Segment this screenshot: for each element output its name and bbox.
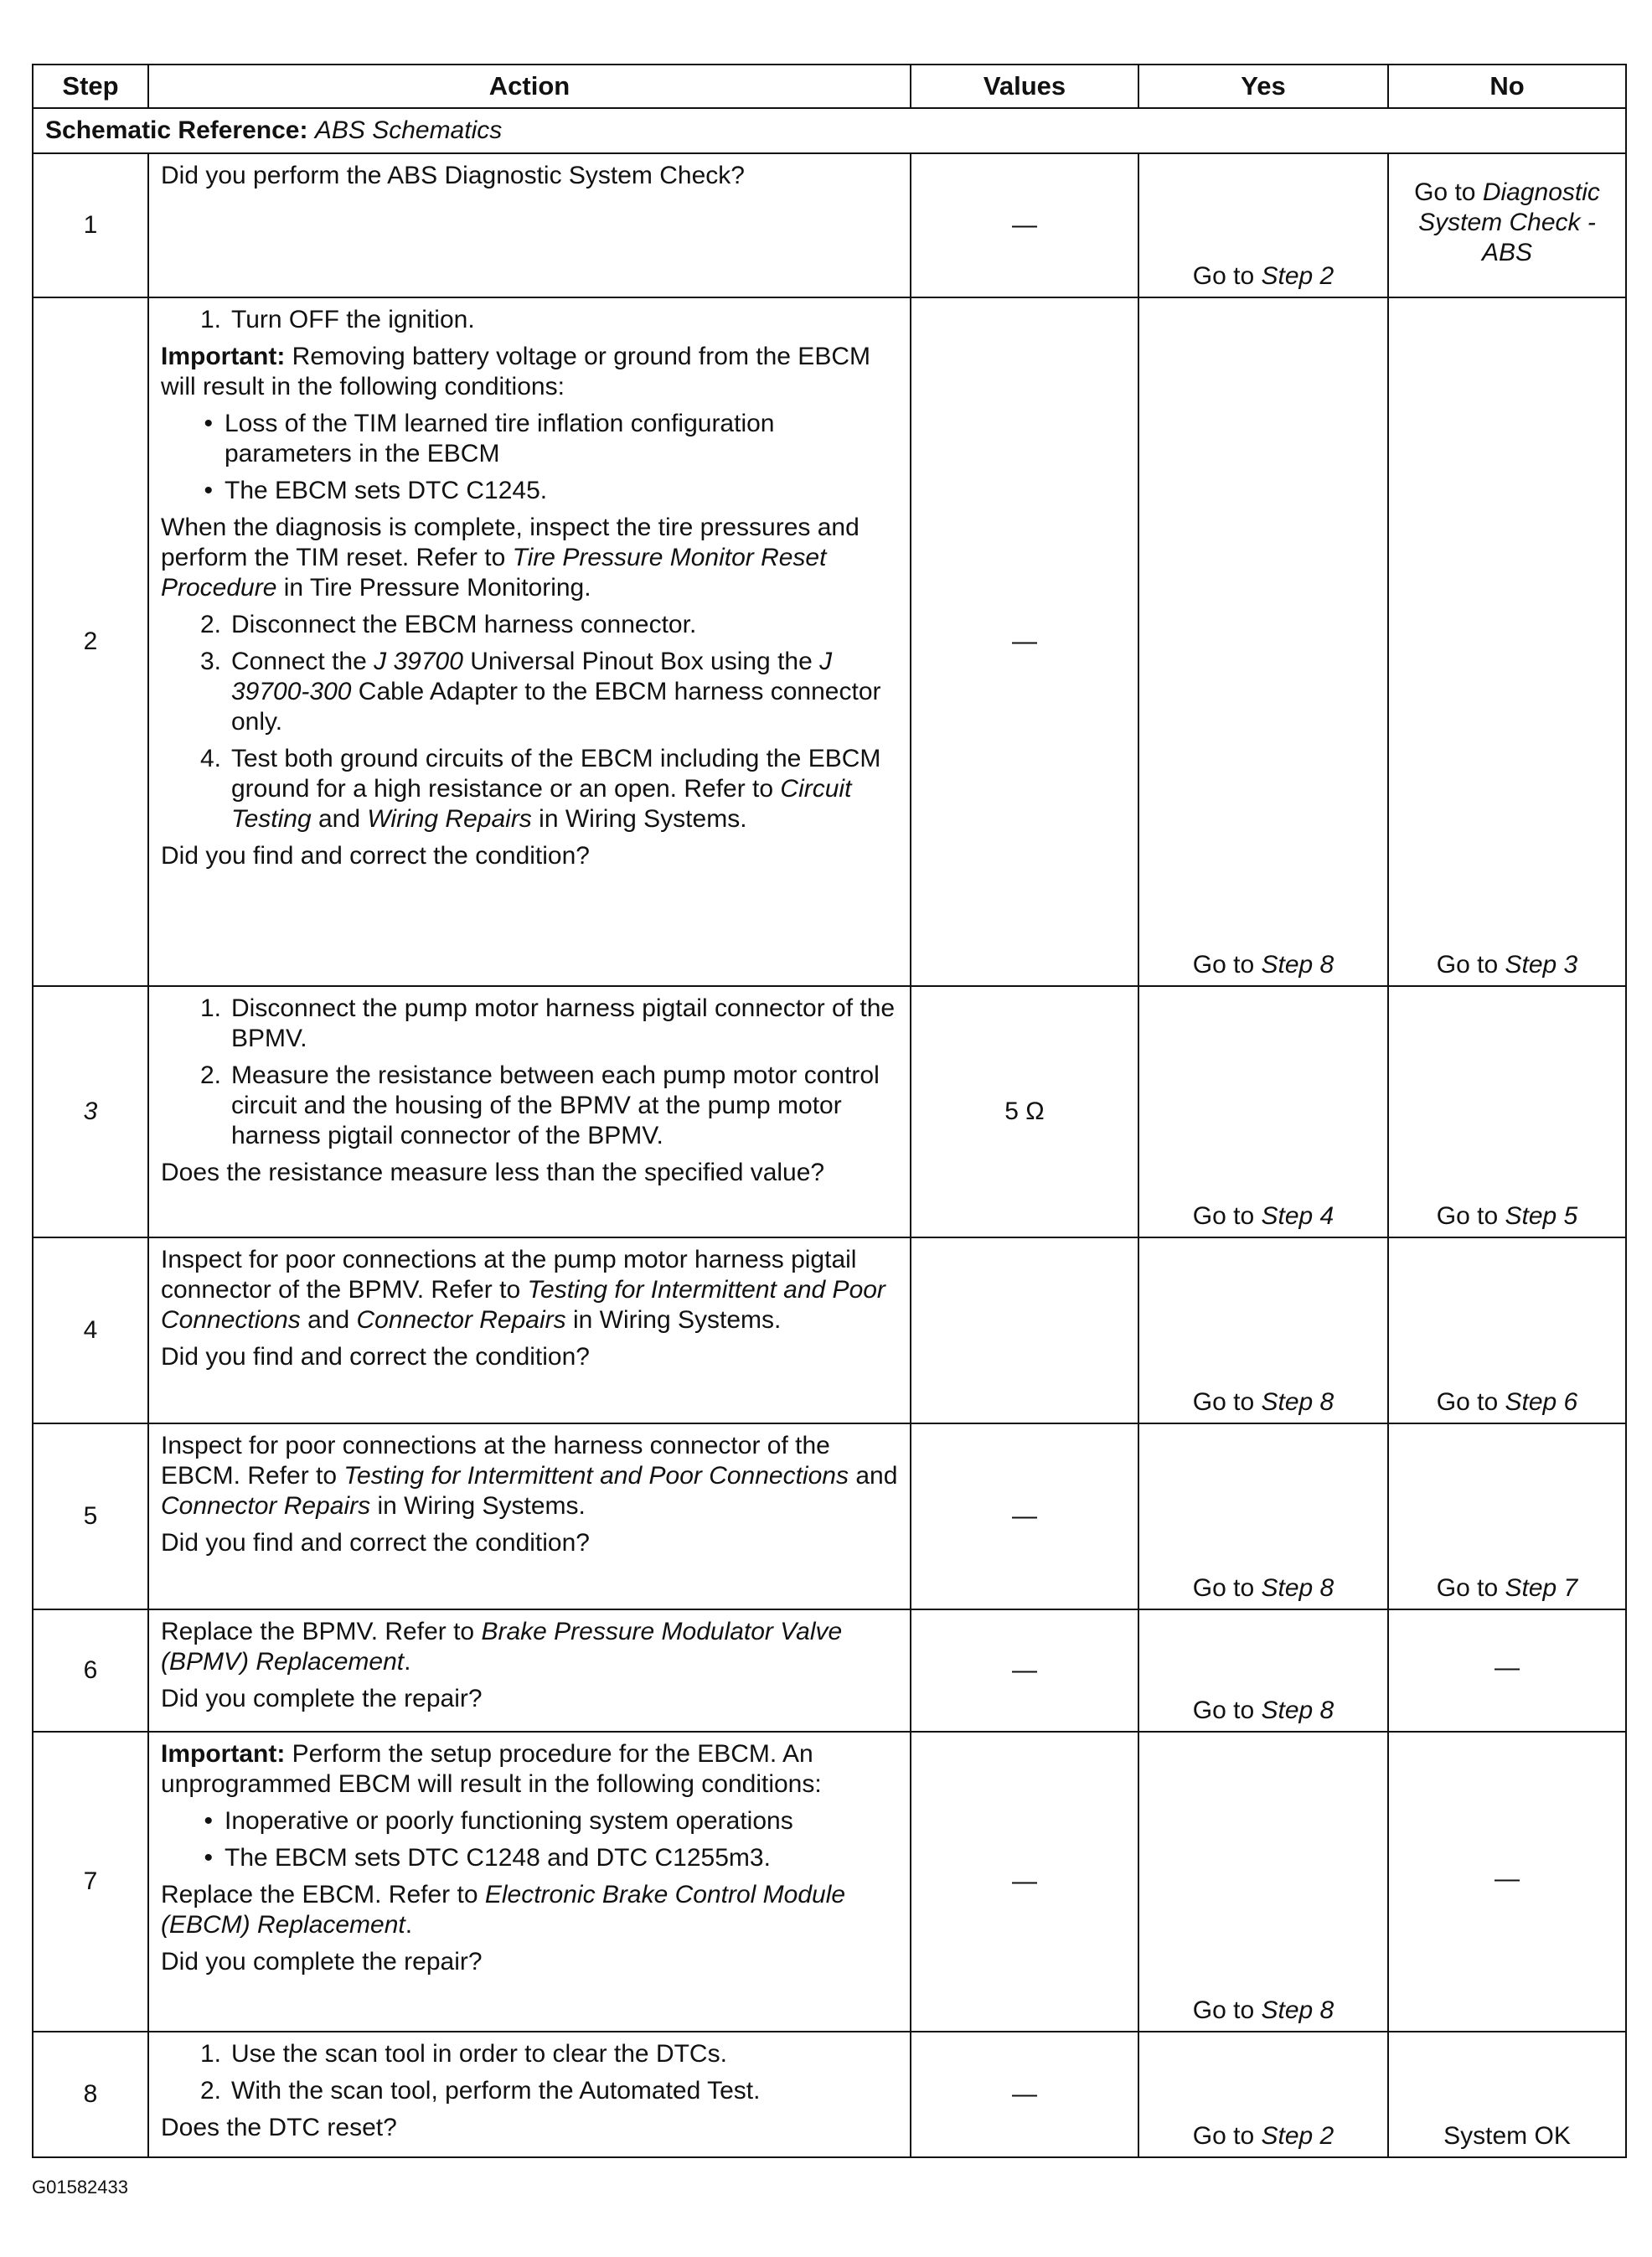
action-cell — [148, 986, 911, 1237]
no-step-link[interactable]: Step 7 — [1505, 1574, 1578, 1602]
numbered-item — [161, 647, 898, 737]
item-text — [231, 2039, 898, 2069]
action-text: Did you find and correct the condition? — [161, 1529, 590, 1557]
value-text: — — [1012, 2080, 1037, 2108]
action-paragraph — [161, 1947, 898, 1977]
action-text: and — [300, 1306, 357, 1334]
action-text: and — [311, 805, 368, 833]
header-action: Action — [148, 65, 911, 108]
action-text: Cable Adapter to the EBCM harness connector only. — [231, 678, 881, 736]
numbered-item — [161, 305, 898, 335]
action-text: Test both ground circuits of the EBCM including the EBCM ground for a high resistance or an open. Refer to — [231, 745, 881, 803]
yes-prefix: Go to — [1192, 1996, 1262, 2024]
value-text: — — [1012, 1867, 1037, 1895]
action-paragraph — [161, 1617, 898, 1677]
values-cell — [911, 2032, 1138, 2157]
action-text: Replace the EBCM. Refer to — [161, 1881, 485, 1908]
step-cell — [33, 297, 148, 986]
action-cell — [148, 2032, 911, 2157]
no-step-link[interactable]: Step 6 — [1505, 1388, 1578, 1416]
reference-link[interactable]: Testing for Intermittent and Poor Connections — [161, 1276, 885, 1334]
action-text: Inoperative or poorly functioning system operations — [225, 1807, 793, 1835]
item-number: 2. — [199, 611, 221, 638]
reference-link[interactable]: Tire Pressure Monitor Reset Procedure — [161, 544, 827, 602]
action-text: Turn OFF the ignition. — [231, 306, 475, 333]
item-number: 3. — [199, 648, 221, 675]
yes-cell — [1138, 153, 1388, 297]
action-text: Did you find and correct the condition? — [161, 842, 590, 870]
yes-prefix: Go to — [1192, 951, 1262, 979]
yes-cell — [1138, 2032, 1388, 2157]
values-cell — [911, 1609, 1138, 1732]
value-text: — — [1012, 1502, 1037, 1530]
important-label: Important: — [161, 343, 286, 370]
bullet-item — [161, 476, 898, 506]
action-text: Loss of the TIM learned tire inflation configuration parameters in the EBCM — [225, 410, 775, 467]
step-number: 6 — [83, 1656, 98, 1684]
yes-cell — [1138, 1237, 1388, 1423]
reference-link[interactable]: J 39700-300 — [231, 648, 833, 705]
numbered-item — [161, 2076, 898, 2106]
item-text — [231, 994, 898, 1054]
step-number: 3 — [83, 1098, 98, 1125]
no-cell — [1388, 1732, 1626, 2032]
values-cell — [911, 1732, 1138, 2032]
action-text: in Tire Pressure Monitoring. — [276, 574, 591, 602]
action-paragraph — [161, 1528, 898, 1558]
item-number: 1. — [199, 2040, 221, 2068]
step-cell — [33, 1609, 148, 1732]
step-cell — [33, 1237, 148, 1423]
table-row — [33, 1237, 1626, 1423]
schematic-link[interactable]: ABS Schematics — [314, 116, 503, 144]
header-values: Values — [911, 65, 1138, 108]
reference-link[interactable]: Connector Repairs — [356, 1306, 566, 1334]
header-row — [33, 65, 1626, 108]
header-no: No — [1388, 65, 1626, 108]
action-cell — [148, 1609, 911, 1732]
item-text — [225, 409, 898, 469]
action-paragraph — [161, 1158, 898, 1188]
yes-step-link[interactable]: Step 8 — [1261, 951, 1335, 979]
action-paragraph — [161, 342, 898, 402]
value-text: — — [1012, 628, 1037, 655]
diagnostic-table-sheet — [32, 64, 1625, 2158]
numbered-item — [161, 2039, 898, 2069]
important-label: Important: — [161, 1740, 286, 1768]
step-cell — [33, 1732, 148, 2032]
values-cell — [911, 986, 1138, 1237]
item-text — [231, 610, 898, 640]
numbered-item — [161, 1061, 898, 1151]
values-cell — [911, 1237, 1138, 1423]
no-prefix: Go to — [1436, 1388, 1505, 1416]
bullet-item — [161, 1843, 898, 1873]
yes-step-link[interactable]: Step 8 — [1261, 1574, 1335, 1602]
action-cell — [148, 1423, 911, 1609]
yes-prefix: Go to — [1192, 1388, 1262, 1416]
action-paragraph — [161, 161, 898, 191]
no-cell — [1388, 297, 1626, 986]
step-number: 2 — [83, 628, 98, 655]
table-row — [33, 153, 1626, 297]
no-prefix: Go to — [1436, 951, 1505, 979]
yes-step-link[interactable]: Step 2 — [1261, 262, 1335, 290]
action-paragraph — [161, 1880, 898, 1940]
yes-prefix: Go to — [1192, 262, 1262, 290]
yes-cell — [1138, 297, 1388, 986]
no-step-link[interactable]: Step 3 — [1505, 951, 1578, 979]
no-step-link[interactable]: Step 5 — [1505, 1202, 1578, 1230]
action-paragraph — [161, 1431, 898, 1521]
step-cell — [33, 153, 148, 297]
action-cell — [148, 297, 911, 986]
yes-step-link[interactable]: Step 4 — [1261, 1202, 1335, 1230]
action-text: Universal Pinout Box using the — [462, 648, 820, 675]
table-row — [33, 1732, 1626, 2032]
reference-link[interactable]: Wiring Repairs — [367, 805, 532, 833]
yes-cell — [1138, 1609, 1388, 1732]
schematic-reference-row — [33, 108, 1626, 153]
item-text — [225, 476, 898, 506]
no-step-link[interactable]: Diagnostic System Check - ABS — [1418, 178, 1600, 266]
step-number: 8 — [83, 2080, 98, 2108]
action-text: Did you perform the ABS Diagnostic System Check? — [161, 162, 745, 189]
value-text: — — [1012, 1656, 1037, 1684]
action-text: The EBCM sets DTC C1248 and DTC C1255m3. — [225, 1844, 771, 1872]
table-row — [33, 2032, 1626, 2157]
action-paragraph — [161, 1245, 898, 1335]
item-number: 1. — [199, 306, 221, 333]
action-text: Perform the setup procedure for the EBCM. An unprogrammed EBCM will result in the following conditions: — [161, 1740, 822, 1798]
yes-step-link[interactable]: Step 8 — [1261, 1388, 1335, 1416]
values-cell — [911, 297, 1138, 986]
no-cell — [1388, 153, 1626, 297]
reference-link[interactable]: Testing for Intermittent and Poor Connections — [343, 1462, 849, 1490]
step-number: 7 — [83, 1867, 98, 1895]
no-cell — [1388, 1609, 1626, 1732]
action-text: Use the scan tool in order to clear the DTCs. — [231, 2040, 727, 2068]
action-paragraph — [161, 2113, 898, 2143]
value-text: 5 Ω — [1004, 1098, 1045, 1125]
yes-cell — [1138, 986, 1388, 1237]
item-text — [225, 1806, 898, 1836]
action-text: in Wiring Systems. — [370, 1492, 586, 1520]
action-text: With the scan tool, perform the Automated Test. — [231, 2077, 761, 2105]
schematic-label: Schematic Reference: — [45, 116, 308, 144]
item-number: 2. — [199, 1061, 221, 1089]
no-step-link: — — [1495, 1865, 1520, 1893]
yes-step-link[interactable]: Step 2 — [1261, 2122, 1335, 2150]
item-number: 4. — [199, 745, 221, 772]
action-text: Inspect for poor connections at the pump motor harness pigtail connector of the BPMV. Refer to — [161, 1246, 857, 1304]
figure-id: G01582433 — [32, 2177, 128, 2198]
item-text — [231, 2076, 898, 2106]
action-text: The EBCM sets DTC C1245. — [225, 477, 548, 504]
action-text: Did you find and correct the condition? — [161, 1343, 590, 1371]
reference-link[interactable]: Circuit Testing — [231, 775, 852, 833]
yes-prefix: Go to — [1192, 1697, 1262, 1724]
step-cell — [33, 1423, 148, 1609]
action-paragraph — [161, 1739, 898, 1800]
numbered-item — [161, 744, 898, 834]
action-text: Connect the — [231, 648, 374, 675]
yes-prefix: Go to — [1192, 2122, 1262, 2150]
step-cell — [33, 2032, 148, 2157]
value-text: — — [1012, 211, 1037, 239]
action-text: Replace the BPMV. Refer to — [161, 1618, 482, 1645]
action-paragraph — [161, 1342, 898, 1372]
header-step: Step — [33, 65, 148, 108]
values-cell — [911, 1423, 1138, 1609]
values-cell — [911, 153, 1138, 297]
reference-link[interactable]: Electronic Brake Control Module (EBCM) Replacement — [161, 1881, 846, 1939]
reference-link[interactable]: J 39700 — [374, 648, 463, 675]
action-text: Inspect for poor connections at the harness connector of the EBCM. Refer to — [161, 1432, 830, 1490]
no-step-link: — — [1495, 1654, 1520, 1681]
reference-link[interactable]: Connector Repairs — [161, 1492, 371, 1520]
item-text — [231, 647, 898, 737]
step-number: 4 — [83, 1316, 98, 1344]
action-text: . — [404, 1648, 411, 1676]
bullet-item — [161, 409, 898, 469]
schematic-reference — [33, 108, 1626, 153]
no-prefix: Go to — [1436, 1574, 1505, 1602]
yes-prefix: Go to — [1192, 1574, 1262, 1602]
step-cell — [33, 986, 148, 1237]
step-number: 1 — [83, 211, 98, 239]
action-paragraph — [161, 1684, 898, 1714]
action-text: and — [848, 1462, 898, 1490]
table-row — [33, 1423, 1626, 1609]
action-paragraph — [161, 513, 898, 603]
item-text — [231, 1061, 898, 1151]
action-text: Removing battery voltage or ground from the EBCM will result in the following conditions: — [161, 343, 870, 400]
item-number: 2. — [199, 2077, 221, 2105]
action-text: Measure the resistance between each pump motor control circuit and the housing of the BPMV at the pump motor harness pigtail connector of the BPMV. — [231, 1061, 880, 1149]
action-text: When the diagnosis is complete, inspect the tire pressures and perform the TIM reset. Refer to — [161, 514, 860, 571]
item-number: 1. — [199, 994, 221, 1022]
numbered-item — [161, 994, 898, 1054]
action-cell — [148, 1732, 911, 2032]
step-number: 5 — [83, 1502, 98, 1530]
table-row — [33, 297, 1626, 986]
bullet-mark: • — [204, 477, 213, 504]
diagnostic-table — [32, 64, 1627, 2158]
yes-step-link[interactable]: Step 8 — [1261, 1996, 1335, 2024]
numbered-item — [161, 610, 898, 640]
action-text: Does the DTC reset? — [161, 2114, 397, 2141]
action-text: Did you complete the repair? — [161, 1948, 483, 1976]
no-cell — [1388, 986, 1626, 1237]
bullet-item — [161, 1806, 898, 1836]
no-prefix: Go to — [1414, 178, 1483, 206]
table-row — [33, 1609, 1626, 1732]
no-cell — [1388, 1423, 1626, 1609]
table-row — [33, 986, 1626, 1237]
no-cell — [1388, 2032, 1626, 2157]
no-cell — [1388, 1237, 1626, 1423]
yes-cell — [1138, 1732, 1388, 2032]
item-text — [225, 1843, 898, 1873]
bullet-mark: • — [204, 1807, 213, 1835]
item-text — [231, 744, 898, 834]
action-cell — [148, 153, 911, 297]
yes-step-link[interactable]: Step 8 — [1261, 1697, 1335, 1724]
header-yes: Yes — [1138, 65, 1388, 108]
no-step-link[interactable]: System OK — [1443, 2122, 1571, 2150]
action-text: Disconnect the pump motor harness pigtail connector of the BPMV. — [231, 994, 896, 1052]
reference-link[interactable]: Brake Pressure Modulator Valve (BPMV) Replacement — [161, 1618, 843, 1676]
action-text: in Wiring Systems. — [531, 805, 747, 833]
action-paragraph — [161, 841, 898, 871]
bullet-mark: • — [204, 1844, 213, 1872]
yes-cell — [1138, 1423, 1388, 1609]
action-text: Does the resistance measure less than the specified value? — [161, 1159, 825, 1186]
action-text: Disconnect the EBCM harness connector. — [231, 611, 697, 638]
yes-prefix: Go to — [1192, 1202, 1262, 1230]
action-cell — [148, 1237, 911, 1423]
action-text: . — [405, 1911, 413, 1939]
no-prefix: Go to — [1436, 1202, 1505, 1230]
item-text — [231, 305, 898, 335]
action-text: in Wiring Systems. — [565, 1306, 782, 1334]
bullet-mark: • — [204, 410, 213, 437]
action-text: Did you complete the repair? — [161, 1685, 483, 1712]
